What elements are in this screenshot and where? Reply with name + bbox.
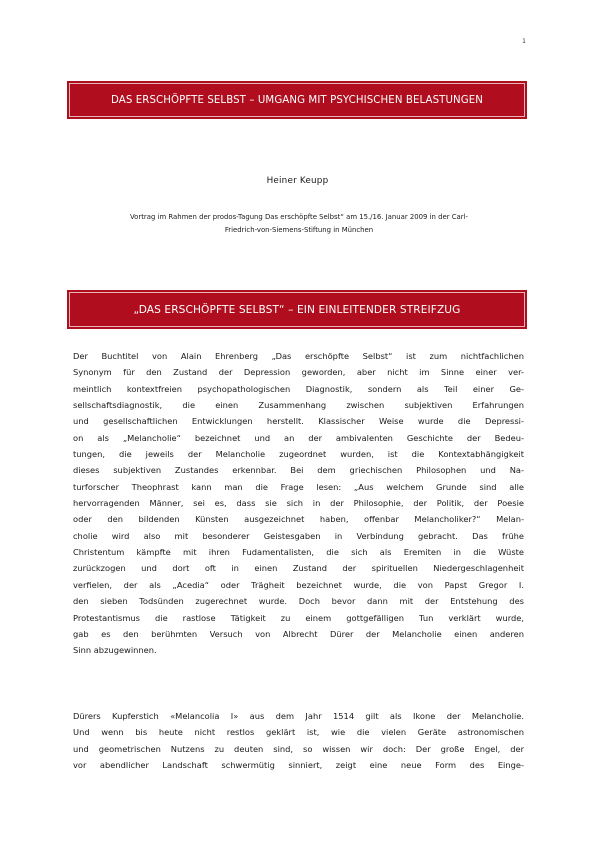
text-line: verfielen, der als „Acedia“ oder Trägheit bezeichnet wurde, die von Papst Gregor I. — [73, 579, 524, 590]
page-number: 1 — [522, 38, 526, 45]
section-banner — [69, 292, 525, 327]
title-banner — [69, 83, 525, 117]
text-line: on als „Melancholie“ bezeichnet und an der ambivalenten Geschichte der Bedeu- — [73, 432, 524, 443]
text-line: und gesellschaftlichen Entwicklungen herstellt. Klassischer Weise wurde die Depressi- — [73, 416, 524, 427]
text-line: Dürers Kupferstich «Melancolia I» aus dem Jahr 1514 gilt als Ikone der Melancholie. — [73, 711, 524, 721]
text-line: zurückzogen und dort oft in einen Zustand der spirituellen Niedergeschlagenheit — [73, 563, 524, 574]
text-line: Christentum kämpfte mit ihren Fudamentalisten, die sich als Eremiten in die Wüste — [73, 547, 524, 558]
text-line: hervorragenden Männer, sei es, dass sie sich in der Philosophie, der Politik, der Poesie — [73, 498, 524, 509]
paragraph-1 — [73, 348, 524, 659]
text-line: cholie wird also mit besonderer Geistesgaben in Verbindung gebracht. Das frühe — [73, 530, 524, 541]
text-line: turforscher Theophrast kann man die Frage lesen: „Aus welchem Grunde sind alle — [73, 481, 524, 492]
text-line: Und wenn bis heute nicht restlos geklärt ist, wie die vielen Geräte astronomischen — [73, 727, 524, 738]
paragraph-2 — [73, 708, 524, 773]
talk-subtitle — [75, 211, 523, 237]
section-banner-text: „DAS ERSCHÖPFTE SELBST“ – EIN EINLEITENDER STREIFZUG — [69, 292, 525, 327]
subtitle-line: Vortrag im Rahmen der prodos-Tagung Das erschöpfte Selbst“ am 15./16. Januar 2009 in der Carl- — [129, 213, 468, 221]
subtitle-line: Friedrich-von-Siemens-Stiftung in München — [224, 226, 374, 234]
text-line: Sinn abzugewinnen. — [73, 645, 157, 656]
text-line: dieses subjektiven Zustandes erkennbar. Bei dem griechischen Philosophen und Na- — [73, 465, 524, 476]
text-line: gab es den berühmten Versuch von Albrecht Dürer der Melancholie einen anderen — [73, 628, 524, 639]
text-line: vor abendlicher Landschaft schwermütig sinniert, zeigt eine neue Form des Einge- — [73, 760, 524, 771]
title-banner-text: DAS ERSCHÖPFTE SELBST – UMGANG MIT PSYCHISCHEN BELASTUNGEN — [69, 83, 525, 117]
text-line: Protestantismus die rastlose Tätigkeit zu einem gottgefälligen Tun verklärt wurde, — [73, 612, 524, 623]
text-line: Der Buchtitel von Alain Ehrenberg „Das erschöpfte Selbst“ ist zum nichtfachlichen — [73, 351, 524, 361]
text-line: oder den bildenden Künsten ausgezeichnet haben, offenbar Melancholiker?“ Melan- — [73, 514, 524, 525]
text-line: tungen, die jeweils der Melancholie zugeordnet wurden, ist die Kontextabhängigkeit — [73, 449, 524, 460]
text-line: meintlich kontextfreien psychopathologischen Diagnostik, sondern als Teil einer Ge- — [73, 383, 524, 394]
text-line: und geometrischen Nutzens zu deuten sind, so wissen wir doch: Der große Engel, der — [73, 743, 524, 754]
text-line: Synonym für den Zustand der Depression geworden, aber nicht im Sinne einer ver- — [73, 367, 524, 378]
text-line: sellschaftsdiagnostik, die einen Zusammenhang zwischen subjektiven Erfahrungen — [73, 400, 524, 411]
text-line: den sieben Todsünden zugerechnet wurde. Doch bevor dann mit der Entstehung des — [73, 596, 524, 607]
author-name: Heiner Keupp — [266, 176, 329, 186]
